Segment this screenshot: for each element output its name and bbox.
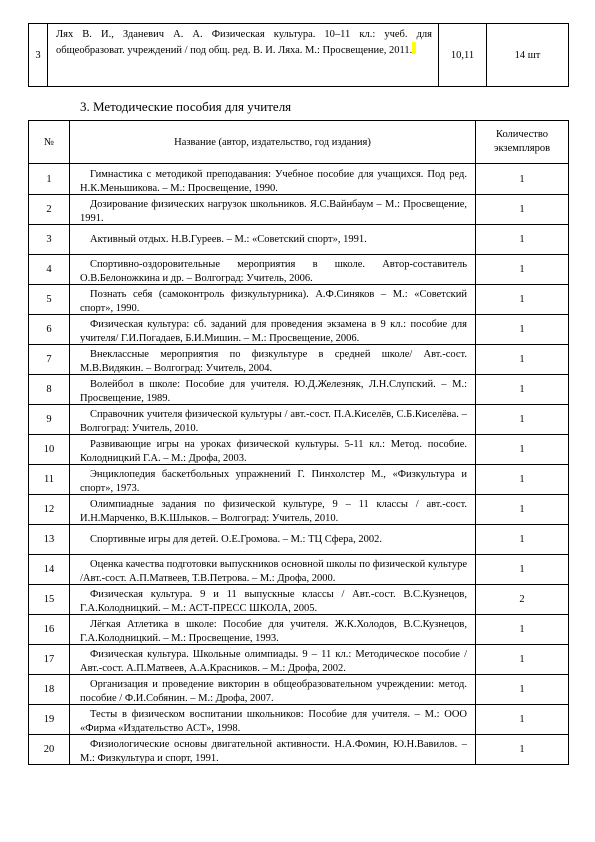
row-number: 7	[29, 345, 70, 375]
quantity-cell: 1	[476, 405, 569, 435]
row-number: 19	[29, 705, 70, 735]
book-title: Дозирование физических нагрузок школьников. Я.С.Вайнбаум – М.: Просвещение, 1991.	[80, 199, 467, 223]
row-number: 10	[29, 435, 70, 465]
book-title: Физическая культура: сб. заданий для проведения экзамена в 9 кл.: пособие для учителя/ Г.И.Погадаев, Б.И.Мишин. – М.: Просвещение, 2006.	[80, 319, 467, 343]
table-row	[29, 255, 569, 285]
quantity-cell: 1	[476, 615, 569, 645]
quantity-cell: 1	[476, 555, 569, 585]
table-row	[29, 285, 569, 315]
row-number: 12	[29, 495, 70, 525]
row-number: 16	[29, 615, 70, 645]
book-title-cell	[70, 675, 476, 705]
quantity-cell: 1	[476, 195, 569, 225]
quantity-cell: 1	[476, 495, 569, 525]
book-title-cell	[70, 465, 476, 495]
table-row	[29, 435, 569, 465]
book-title-cell	[70, 735, 476, 765]
book-title-cell	[70, 225, 476, 255]
table-row	[29, 195, 569, 225]
table-row	[29, 675, 569, 705]
table-row	[29, 645, 569, 675]
book-title: Организация и проведение викторин в общеобразовательном учреждении: метод. пособие / Ф.И.Собянин. – М.: Дрофа, 2007.	[80, 679, 467, 703]
book-title-cell	[70, 375, 476, 405]
quantity-cell: 1	[476, 645, 569, 675]
book-title: Развивающие игры на уроках физической культуры. 5-11 кл.: Метод. пособие. Колодницкий Г.А. – М.: Дрофа, 2003.	[80, 439, 467, 463]
book-title-cell	[70, 255, 476, 285]
book-title-cell	[70, 164, 476, 195]
quantity-cell: 1	[476, 675, 569, 705]
table-row	[29, 225, 569, 255]
table-header-row	[29, 121, 569, 164]
book-title-cell	[70, 585, 476, 615]
column-header-number: №	[29, 121, 70, 164]
table-row	[29, 24, 569, 87]
previous-list-table	[28, 23, 569, 87]
book-title: Справочник учителя физической культуры / авт.-сост. П.А.Киселёв, С.Б.Киселёва. – Волгоград: Учитель, 2010.	[80, 409, 467, 433]
book-title-cell	[70, 495, 476, 525]
table-row	[29, 585, 569, 615]
row-number: 18	[29, 675, 70, 705]
book-title-cell	[70, 555, 476, 585]
quantity-cell: 1	[476, 375, 569, 405]
table-row	[29, 315, 569, 345]
book-title-cell	[70, 705, 476, 735]
column-header-title: Название (автор, издательство, год издания)	[70, 121, 476, 164]
row-number: 11	[29, 465, 70, 495]
table-row	[29, 555, 569, 585]
grade-cell: 10,11	[439, 24, 487, 87]
book-title: Активный отдых. Н.В.Гуреев. – М.: «Советский спорт», 1991.	[90, 233, 367, 245]
row-number: 3	[29, 24, 48, 87]
quantity-cell: 1	[476, 735, 569, 765]
table-row	[29, 375, 569, 405]
book-title-cell	[70, 435, 476, 465]
quantity-cell: 1	[476, 255, 569, 285]
row-number: 15	[29, 585, 70, 615]
book-title: Спортивные игры для детей. О.Е.Громова. – М.: ТЦ Сфера, 2002.	[90, 533, 382, 545]
table-row	[29, 705, 569, 735]
quantity-cell: 1	[476, 345, 569, 375]
quantity-cell: 14 шт	[487, 24, 569, 87]
book-title-cell	[70, 345, 476, 375]
book-title: Физическая культура. 9 и 11 выпускные классы / Авт.-сост. В.С.Кузнецов, Г.А.Колодницкий. – М.: АСТ-ПРЕСС ШКОЛА, 2005.	[80, 589, 467, 613]
table-row	[29, 405, 569, 435]
book-title: Физиологические основы двигательной активности. Н.А.Фомин, Ю.Н.Вавилов. – М.: Физкультура и спорт, 1991.	[80, 739, 467, 763]
quantity-cell: 1	[476, 285, 569, 315]
table-row	[29, 525, 569, 555]
row-number: 8	[29, 375, 70, 405]
table-row	[29, 615, 569, 645]
row-number: 6	[29, 315, 70, 345]
book-title: Лёгкая Атлетика в школе: Пособие для учителя. Ж.К.Холодов, В.С.Кузнецов, Г.А.Колодницкий. – М.: Просвещение, 1993.	[80, 619, 467, 643]
book-title-cell	[70, 615, 476, 645]
column-header-quantity: Количество экземпляров	[476, 121, 569, 164]
book-title-cell	[70, 195, 476, 225]
book-title-cell	[70, 525, 476, 555]
section-heading: 3. Методические пособия для учителя	[80, 99, 292, 114]
book-title: Физическая культура. Школьные олимпиады. 9 – 11 кл.: Методическое пособие / Авт.-сост. А.П.Матвеев, А.А.Красников. – М.: Дрофа, 2002.	[80, 649, 467, 673]
quantity-cell: 1	[476, 435, 569, 465]
book-title-cell	[48, 24, 439, 87]
table-row	[29, 345, 569, 375]
text-highlight-marker	[412, 42, 416, 54]
table-row	[29, 735, 569, 765]
row-number: 5	[29, 285, 70, 315]
quantity-cell: 1	[476, 315, 569, 345]
book-title-cell	[70, 315, 476, 345]
book-title: Энциклопедия баскетбольных упражнений Г. Пинхолстер М., «Физкультура и спорт», 1973.	[80, 469, 467, 493]
table-body	[29, 164, 569, 765]
book-title: Олимпиадные задания по физической культуре, 9 – 11 классы / авт.-сост. И.Н.Марченко, В.К.Шлыков. – Волгоград: Учитель, 2010.	[80, 499, 467, 523]
row-number: 4	[29, 255, 70, 285]
quantity-cell: 1	[476, 164, 569, 195]
row-number: 20	[29, 735, 70, 765]
book-title-cell	[70, 645, 476, 675]
book-title: Внеклассные мероприятия по физкультуре в средней школе/ Авт.-сост. М.В.Видякин. – Волгоград: Учитель, 2004.	[80, 349, 467, 373]
book-title: Спортивно-оздоровительные мероприятия в школе. Автор-составитель О.В.Белоножкина и др. – Волгоград: Учитель, 2006.	[80, 259, 467, 283]
row-number: 1	[29, 164, 70, 195]
table-row	[29, 495, 569, 525]
book-title: Оценка качества подготовки выпускников основной школы по физической культуре /Авт.-сост. А.П.Матвеев, Т.В.Петрова. – М.: Дрофа, 2000.	[80, 559, 467, 583]
book-title-cell	[70, 405, 476, 435]
row-number: 2	[29, 195, 70, 225]
book-title-cell	[70, 285, 476, 315]
row-number: 9	[29, 405, 70, 435]
book-title: Гимнастика с методикой преподавания: Учебное пособие для учащихся. Под ред. Н.К.Меньшикова. – М.: Просвещение, 1990.	[80, 168, 467, 193]
row-number: 17	[29, 645, 70, 675]
quantity-cell: 1	[476, 705, 569, 735]
row-number: 13	[29, 525, 70, 555]
book-title: Познать себя (самоконтроль физкультурника). А.Ф.Синяков – М.: «Советский спорт», 1990.	[80, 289, 467, 313]
teacher-manuals-table	[28, 120, 569, 765]
row-number: 14	[29, 555, 70, 585]
quantity-cell: 1	[476, 525, 569, 555]
book-title: Лях В. И., Зданевич А. А. Физическая культура. 10–11 кл.: учеб. для общеобразоват. учреждений / под общ. ред. В. И. Ляха. М.: Просвещение, 2011.	[56, 29, 432, 56]
row-number: 3	[29, 225, 70, 255]
book-title: Тесты в физическом воспитании школьников: Пособие для учителя. – М.: ООО «Фирма «Издательство АСТ», 1998.	[80, 709, 467, 733]
quantity-cell: 1	[476, 465, 569, 495]
table-row	[29, 164, 569, 195]
table-row	[29, 465, 569, 495]
quantity-cell: 1	[476, 225, 569, 255]
book-title: Волейбол в школе: Пособие для учителя. Ю.Д.Железняк, Л.Н.Слупский. – М.: Просвещение, 1989.	[80, 379, 467, 403]
quantity-cell: 2	[476, 585, 569, 615]
